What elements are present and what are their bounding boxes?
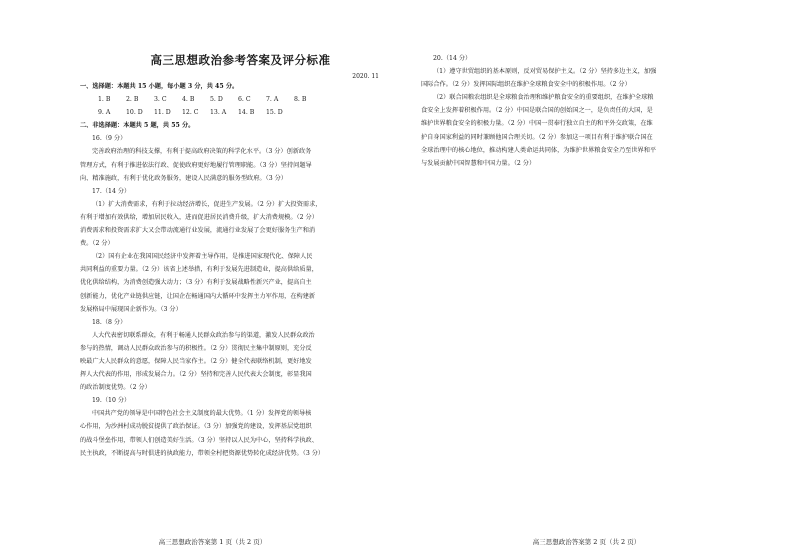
q16-heading: 16.（9 分） (92, 135, 127, 143)
mc-answer: 2. B (126, 96, 139, 104)
mc-answer: 5. D (210, 96, 223, 104)
q17-heading: 17.（14 分） (92, 187, 131, 195)
text-line: 有利于增加有效供给，增加居民收入，进而促进居民消费升级，扩大消费规模。（2 分） (80, 213, 318, 221)
mc-answer: 6. C (238, 96, 251, 104)
document-title: 高三思想政治参考答案及评分标准 (150, 53, 331, 67)
text-line: 中国共产党的领导是中国特色社会主义制度的最大优势。（1 分）发挥党的领导核 (92, 410, 312, 418)
text-line: 全球治理中的核心地位，推动构建人类命运共同体，为维护世界粮食安全乃至世界和平 (421, 146, 657, 154)
text-line: 参与的热情，调动人民群众政治参与的积极性。（2 分）贯彻民主集中制原则，充分反 (80, 344, 312, 352)
mc-answer: 13. A (210, 109, 227, 117)
text-line: 的政治制度优势。（2 分） (80, 384, 151, 392)
text-line: 的战斗堡垒作用，带领人们创造美好生活。（3 分）坚持以人民为中心，坚持科学执政、 (80, 436, 318, 444)
page-footer: 高三思想政治答案第 1 页（共 2 页） (158, 538, 267, 546)
text-line: （1）扩大消费需求，有利于拉动经济增长，促进生产发展。（2 分）扩大投资需求， (92, 200, 322, 208)
q18-heading: 18.（8 分） (92, 318, 127, 326)
text-line: 映最广大人民群众的意愿，保障人民当家作主。（2 分）健全代表联络机制，更好地发 (80, 357, 312, 365)
text-line: （1）遵守世贸组织的基本原则，反对贸易保护主义。（2 分）坚持多边主义，加强 (433, 68, 657, 76)
text-line: 消费需求和投资需求扩大又会带动流通行业发展，流通行业发展了会更好服务生产和消 (80, 227, 316, 235)
mc-answers-row-2 (80, 106, 383, 119)
text-line: 向、精准施政，有利于优化政务服务，建设人民满意的服务型政府。（3 分） (80, 174, 287, 182)
text-line: 与发展贡献中国智慧和中国力量。（2 分） (421, 159, 536, 167)
mc-answer: 8. B (294, 96, 307, 104)
mc-answer: 10. D (126, 109, 143, 117)
text-line: 人大代表密切联系群众，有利于畅通人民群众政治参与的渠道，激发人民群众政治 (92, 331, 315, 339)
mc-answer: 12. C (182, 109, 199, 117)
mc-answers-row-1 (80, 93, 383, 106)
text-line: 创新能力，优化产业链供应链，让国企在畅通国内大循环中发挥主力军作用，在构建新 (80, 292, 316, 300)
text-line: 费。（2 分） (80, 240, 114, 248)
text-line: 心作用，为沙洲村成功脱贫提供了政治保证。（3 分）加强党的建设，发挥基层党组织 (80, 423, 312, 431)
answer-page-2 (397, 0, 794, 558)
text-line: 完善政府治理的科技支撑，有利于提高政府决策的科学化水平。（3 分）创新政务 (92, 148, 312, 156)
q20-heading: 20.（14 分） (433, 55, 472, 62)
section2-header: 二、非选择题：本题共 5 题，共 55 分。 (80, 122, 195, 130)
page-footer: 高三思想政治答案第 2 页（共 2 页） (532, 538, 641, 546)
text-line: 挥人大代表的作用，形成发展合力。（2 分）坚持和完善人民代表大会制度，彰显我国 (80, 371, 312, 379)
text-line: 共同利益的重要力量。（2 分）该省上述举措，有利于发展先进制造业，提高供给质量， (80, 266, 318, 274)
text-line: 发展格局中展现国企新作为。（3 分） (80, 305, 182, 313)
text-line: 国际合作。（2 分）发挥国际组织在维护全球粮食安全中的积极作用。（2 分） (421, 81, 631, 89)
mc-answer: 3. C (154, 96, 167, 104)
mc-answer: 9. A (98, 109, 111, 117)
text-line: 管理方式，有利于推进依法行政、促使政府更好地履行管理职能。（3 分）坚持问题导 (80, 161, 312, 169)
text-line: 民主执政，不断提高与时俱进的执政能力，带领全村把资源优势转化成经济优势。（3 分） (80, 449, 325, 457)
text-line: （2）联合国粮农组织是全球粮食治理和维护粮食安全的重要组织，在维护全球粮 (433, 94, 654, 102)
section1-header: 一、选择题：本题共 15 小题，每小题 3 分，共 45 分。 (80, 83, 239, 90)
document-date: 2020. 11 (352, 73, 379, 80)
mc-answer: 4. B (182, 96, 195, 104)
text-line: 优化供给结构，为消费创造强大动力；（3 分）有利于发展战略性新兴产业，提高自主 (80, 279, 312, 287)
mc-answer: 11. D (154, 109, 171, 117)
q19-heading: 19.（10 分） (92, 397, 131, 405)
text-line: （2）国有企业在我国国民经济中发挥着主导作用，是推进国家现代化、保障人民 (92, 253, 313, 261)
mc-answer: 1. B (98, 96, 111, 104)
text-line: 食安全上发挥着积极作用。（2 分）中国是联合国的创始国之一，是负责任的大国，是 (421, 107, 653, 115)
text-line: 维护世界粮食安全的积极力量。（2 分）中国一贯奉行独立自主的和平外交政策，在维 (421, 120, 653, 128)
text-line: 护自身国家利益的同时兼顾他国合理关切。（2 分）参加这一项目有利于维护联合国在 (421, 133, 653, 141)
mc-answer: 15. D (266, 109, 283, 117)
mc-answer: 14. B (238, 109, 255, 117)
mc-answer: 7. A (266, 96, 279, 104)
